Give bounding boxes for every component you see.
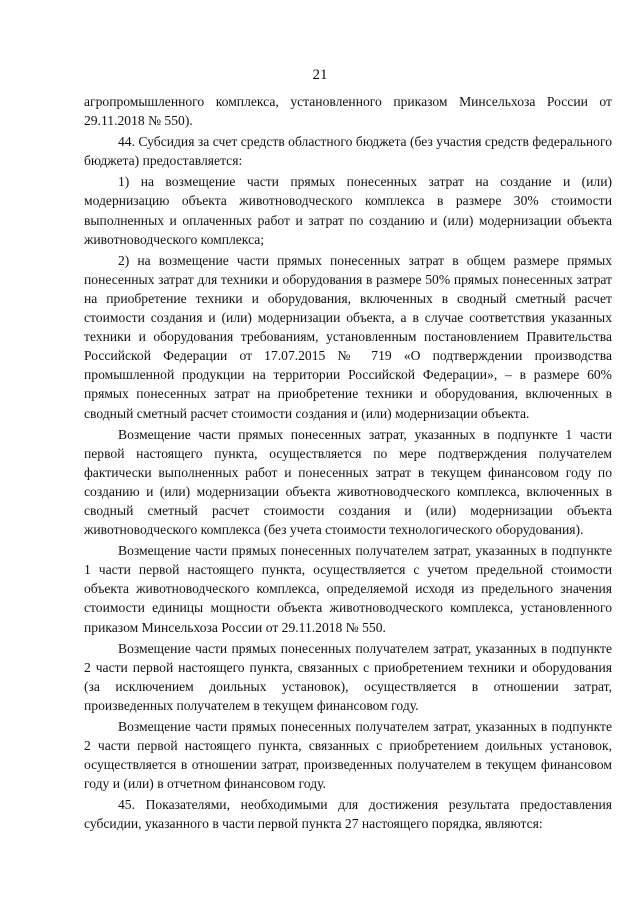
body-text [84, 92, 612, 836]
paragraph-reimbursement-3: Возмещение части прямых понесенных получателем затрат, указанных в подпункте 2 части первой настоящего пункта, связанных с приобретением техники и оборудования (за исключением доильных установок), осуществляется в отношении затрат, произведенных получателем в текущем финансовом году. [84, 640, 612, 713]
paragraph-continuation: агропромышленного комплекса, установленного приказом Минсельхоза России от 29.11.2018 № 550). [84, 94, 612, 129]
paragraph-reimbursement-2: Возмещение части прямых понесенных получателем затрат, указанных в подпункте 1 части первой настоящего пункта, осуществляется с учетом предельной стоимости объекта животноводческого комплекса, определяемой исходя из предельного значения стоимости единицы мощности объекта животноводческого комплекса, установленного приказом Минсельхоза России от 29.11.2018 № 550. [84, 543, 612, 635]
paragraph-subclause-1: 1) на возмещение части прямых понесенных затрат на создание и (или) модернизацию объекта животноводческого комплекса в размере 30% стоимости выполненных и оплаченных работ и затрат по созданию и (или) модернизации объекта животноводческого комплекса; [84, 174, 612, 247]
paragraph-subclause-2: 2) на возмещение части прямых понесенных затрат в общем размере прямых понесенных затрат для техники и оборудования в размере 50% прямых понесенных затрат на приобретение техники и оборудования, включенных в сводный сметный расчет стоимости создания и (или) модернизации объекта, а в случае соответствия указанных техники и оборудования требованиям, установленным постановлением Правительства Российской Федерации от 17.07.2015 № 719 «О подтверждении производства промышленной продукции на территории Российской Федерации», – в размере 60% прямых понесенных затрат на приобретение техники и оборудования, включенных в сводный сметный расчет стоимости создания и (или) модернизации объекта. [84, 252, 612, 421]
page-number: 21 [312, 67, 328, 83]
paragraph-clause-45: 45. Показателями, необходимыми для достижения результата предоставления субсидии, указанного в части первой пункта 27 настоящего порядка, являются: [84, 797, 612, 832]
paragraph-reimbursement-1: Возмещение части прямых понесенных затрат, указанных в подпункте 1 части первой настоящего пункта, осуществляется по мере подтверждения получателем фактически выполненных работ и понесенных затрат в текущем финансовом году по созданию и (или) модернизации объекта животноводческого комплекса, включенных в сводный сметный расчет стоимости создания и (или) модернизации объекта животноводческого комплекса (без учета стоимости технологического оборудования). [84, 426, 612, 538]
paragraph-clause-44: 44. Субсидия за счет средств областного бюджета (без участия средств федерального бюджета) предоставляется: [84, 134, 612, 169]
paragraph-reimbursement-4: Возмещение части прямых понесенных получателем затрат, указанных в подпункте 2 части первой настоящего пункта, связанных с приобретением доильных установок, осуществляется в отношении затрат, произведенных получателем в текущем финансовом году и (или) в отчетном финансовом году. [84, 719, 612, 792]
